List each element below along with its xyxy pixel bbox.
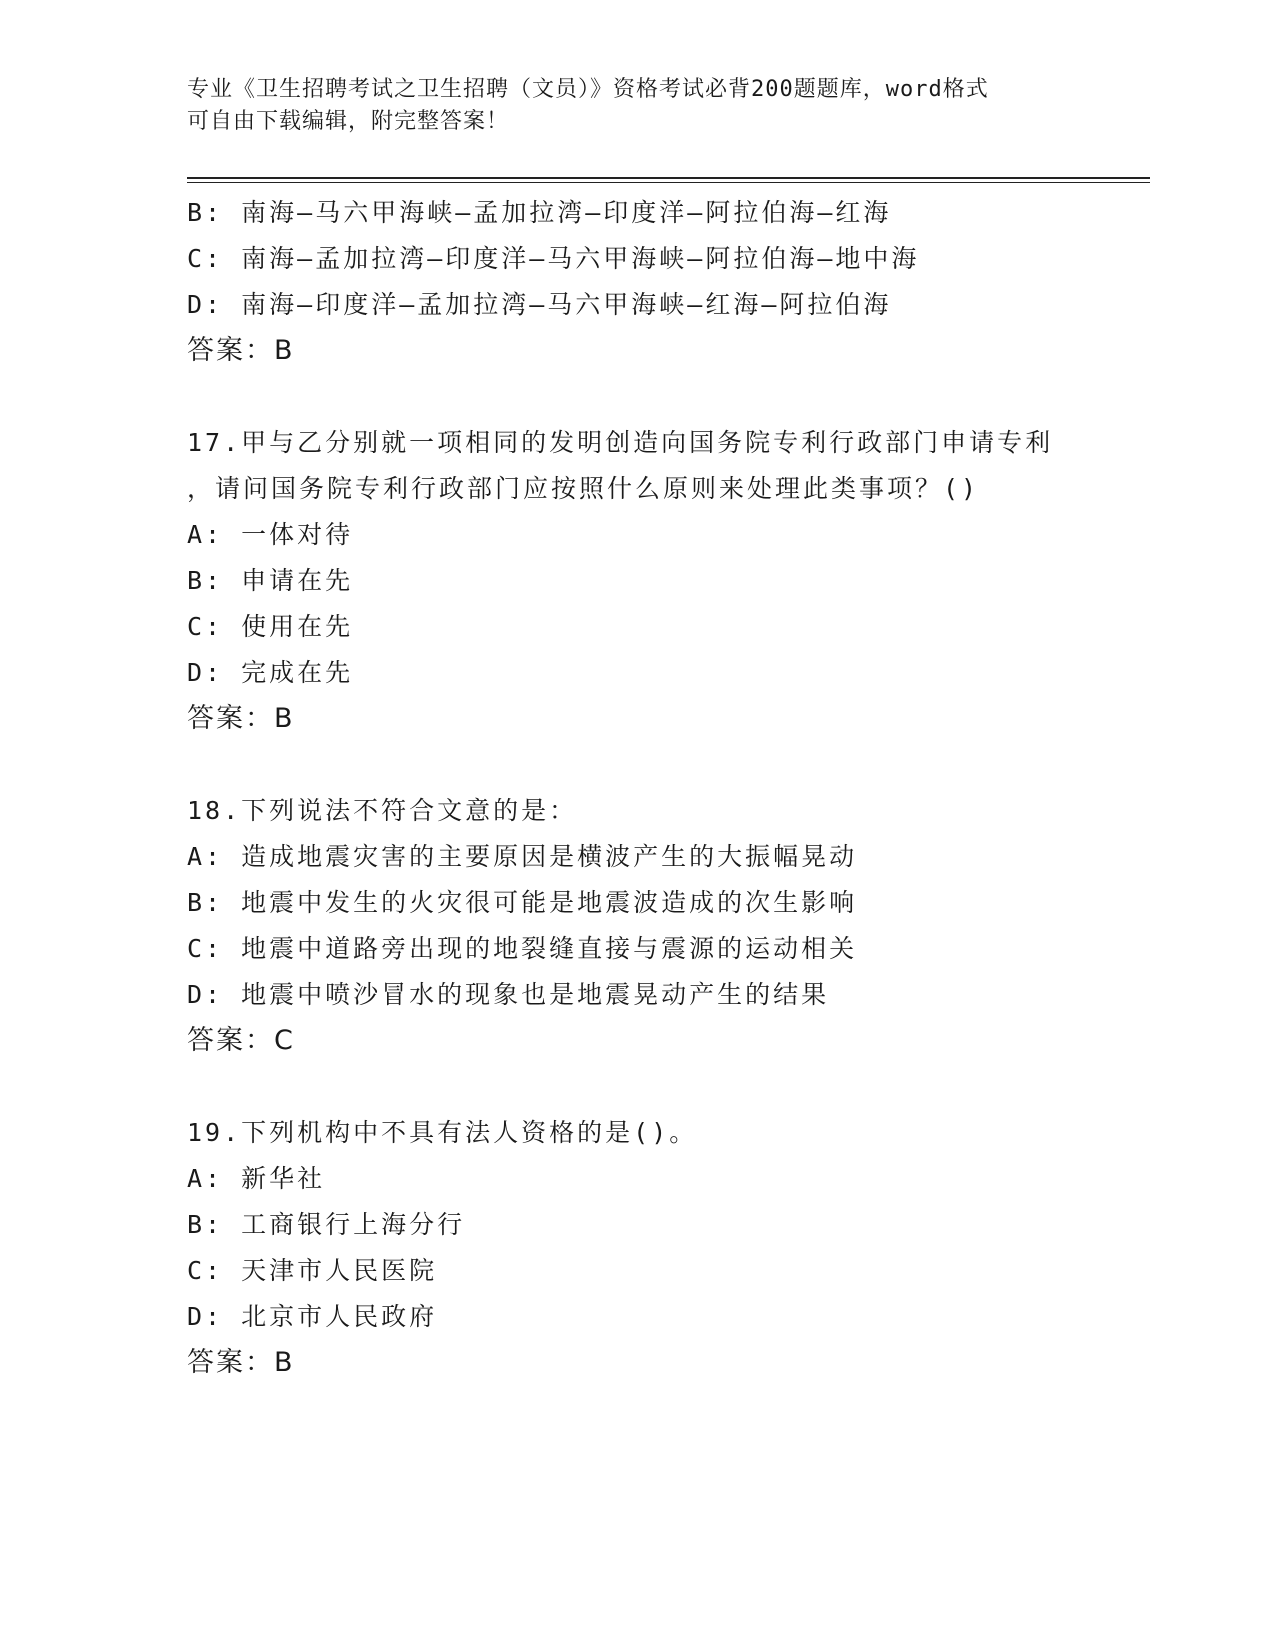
option-c: C: 天津市人民医院 bbox=[187, 1256, 438, 1285]
header-rule-thin bbox=[187, 182, 1150, 183]
option-b: B: 申请在先 bbox=[187, 566, 354, 595]
question-text bbox=[187, 420, 1087, 512]
option-d: D: 地震中喷沙冒水的现象也是地震晃动产生的结果 bbox=[187, 980, 830, 1009]
question-text bbox=[187, 1110, 1087, 1156]
option-d: D: 南海—印度洋—孟加拉湾—马六甲海峡—红海—阿拉伯海 bbox=[187, 290, 892, 319]
option-c: C: 使用在先 bbox=[187, 612, 354, 641]
question-text bbox=[187, 788, 1087, 834]
question-18 bbox=[187, 788, 1087, 1064]
option-b: B: 工商银行上海分行 bbox=[187, 1210, 466, 1239]
option-d: D: 完成在先 bbox=[187, 658, 354, 687]
question-text-line: ，请问国务院专利行政部门应按照什么原则来处理此类事项？() bbox=[187, 474, 980, 503]
answer-line: 答案：C bbox=[187, 1025, 295, 1056]
option-c: C: 南海—孟加拉湾—印度洋—马六甲海峡—阿拉伯海—地中海 bbox=[187, 244, 920, 273]
document-body bbox=[187, 190, 1087, 1386]
option-a: A: 造成地震灾害的主要原因是横波产生的大振幅晃动 bbox=[187, 842, 858, 871]
answer-line: 答案：B bbox=[187, 1347, 295, 1378]
header-rule-thick bbox=[187, 177, 1150, 179]
option-b: B: 地震中发生的火灾很可能是地震波造成的次生影响 bbox=[187, 888, 858, 917]
question-text-line: 17.甲与乙分别就一项相同的发明创造向国务院专利行政部门申请专利 bbox=[187, 428, 1054, 457]
question-17 bbox=[187, 420, 1087, 742]
prev-question-block bbox=[187, 190, 1087, 374]
option-d: D: 北京市人民政府 bbox=[187, 1302, 438, 1331]
header-line-1: 专业《卫生招聘考试之卫生招聘（文员）》资格考试必背200题题库，word格式 bbox=[187, 77, 989, 102]
option-b: B: 南海—马六甲海峡—孟加拉湾—印度洋—阿拉伯海—红海 bbox=[187, 198, 892, 227]
document-header bbox=[187, 74, 1087, 138]
answer-line: 答案：B bbox=[187, 703, 295, 734]
header-line-2: 可自由下载编辑，附完整答案！ bbox=[187, 109, 510, 134]
question-text-line: 19.下列机构中不具有法人资格的是()。 bbox=[187, 1118, 698, 1147]
option-a: A: 新华社 bbox=[187, 1164, 326, 1193]
question-text-line: 18.下列说法不符合文意的是： bbox=[187, 796, 578, 825]
option-a: A: 一体对待 bbox=[187, 520, 354, 549]
question-19 bbox=[187, 1110, 1087, 1386]
option-c: C: 地震中道路旁出现的地裂缝直接与震源的运动相关 bbox=[187, 934, 858, 963]
answer-line: 答案：B bbox=[187, 335, 295, 366]
